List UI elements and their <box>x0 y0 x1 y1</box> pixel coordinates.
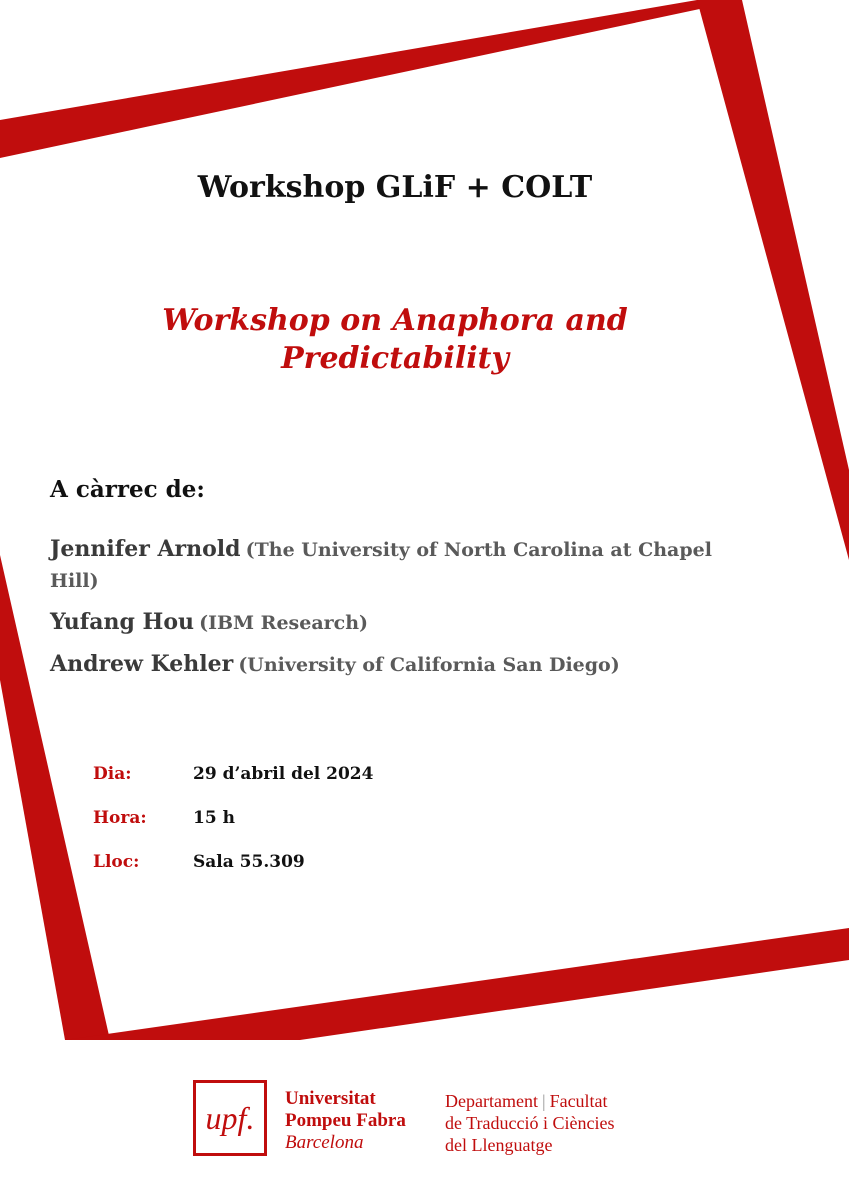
detail-row-time <box>93 808 373 852</box>
frame-bottom-bar <box>65 928 849 1040</box>
workshop-subtitle <box>0 302 790 378</box>
speaker-list <box>50 534 750 691</box>
speaker-affiliation: (University of California San Diego) <box>238 654 620 676</box>
department-line: de Traducció i Ciències <box>445 1113 615 1133</box>
department-line <box>445 1090 705 1112</box>
speaker-affiliation: (IBM Research) <box>199 612 369 634</box>
subtitle-line: Predictability <box>281 341 509 376</box>
speaker-name: Jennifer Arnold <box>50 536 241 562</box>
speaker-name: Andrew Kehler <box>50 651 234 677</box>
separator: | <box>541 1091 546 1111</box>
event-details <box>93 764 373 896</box>
detail-row-date <box>93 764 373 808</box>
speaker-item <box>50 607 750 639</box>
frame-right-bar <box>697 0 849 560</box>
speaker-name: Yufang Hou <box>50 609 194 635</box>
university-name-line: Universitat <box>285 1088 376 1109</box>
detail-label: Dia: <box>93 764 132 784</box>
subtitle-line: Workshop on Anaphora and <box>162 303 628 338</box>
university-name <box>285 1088 435 1154</box>
upf-logo: upf. <box>193 1080 267 1156</box>
department-name <box>445 1090 705 1156</box>
detail-row-location <box>93 852 373 896</box>
frame-top-bar <box>0 0 742 158</box>
detail-value: 15 h <box>193 808 235 828</box>
speaker-item <box>50 534 750 597</box>
detail-label: Lloc: <box>93 852 140 872</box>
detail-value: Sala 55.309 <box>193 852 305 872</box>
detail-value: 29 d’abril del 2024 <box>193 764 374 784</box>
page-title: Workshop GLiF + COLT <box>197 170 593 205</box>
organizers-heading: A càrrec de: <box>50 476 205 503</box>
university-city: Barcelona <box>285 1132 364 1153</box>
speaker-item <box>50 649 750 681</box>
faculty-label: Facultat <box>549 1091 608 1111</box>
department-label: Departament <box>445 1091 538 1111</box>
detail-label: Hora: <box>93 808 147 828</box>
speaker-affiliation: (The University of North Carolina at Chapel Hill) <box>50 539 712 592</box>
department-line: del Llenguatge <box>445 1135 553 1155</box>
university-name-line: Pompeu Fabra <box>285 1110 406 1131</box>
